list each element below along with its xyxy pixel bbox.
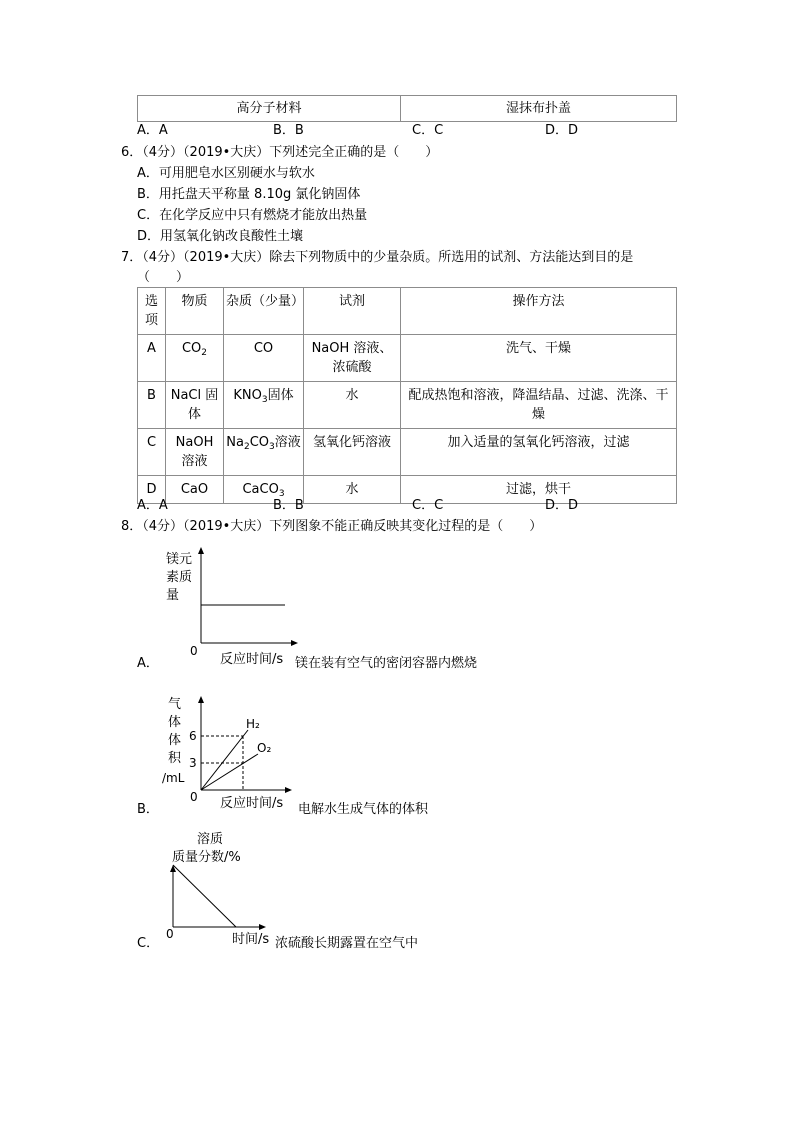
table-row [138,476,677,504]
graph-a-x-arrow [291,640,298,646]
q7-header-substance: 物质 [166,288,224,335]
q5-option-d[interactable]: D．D [545,123,579,138]
q8-option-a-label[interactable]: A． [137,656,159,671]
graph-c-ylabel-1: 溶质 [197,832,224,847]
q7-row-b-impurity: $KNO_3$固体 [224,382,304,429]
q7-row-d-substance: CaO [166,476,224,504]
q7-row-c-substance: NaOH 溶液 [166,429,224,476]
q6-option-b[interactable]: B．用托盘天平称量 8.10g 氯化钠固体 [137,187,361,202]
graph-c-y-arrow [170,865,176,872]
graph-c-series-line [173,865,236,927]
q7-row-a-substance: $CO_2$ [166,335,224,382]
table-row [138,335,677,382]
q7-row-b-reagent: 水 [304,382,401,429]
q5-cell-method: 湿抹布扑盖 [401,96,677,122]
q7-row-b-substance: NaCl 固体 [166,382,224,429]
graph-b-series-h2 [201,730,248,790]
q7-row-b-option: B [138,382,166,429]
graph-a-y-arrow [198,547,204,554]
q7-header-method: 操作方法 [401,288,677,335]
q7-option-a[interactable]: A．A [137,498,168,513]
graph-c-caption: 浓硫酸长期露置在空气中 [275,936,419,951]
q7-header-option: 选项 [138,288,166,335]
q8-stem: 8．（4分）（2019•大庆）下列图象不能正确反映其变化过程的是（ ） [121,519,543,534]
graph-b-tick-6: 6 [189,729,197,743]
graph-b-tick-3: 3 [189,756,197,770]
graph-a-xlabel: 反应时间/s [220,652,284,667]
graph-a-ylabel-2: 素质 [166,570,193,585]
graph-b-ylabel-1: 气 [168,697,182,712]
q7-row-d-method: 过滤，烘干 [401,476,677,504]
graph-b-ylabel-5: /mL [162,771,185,785]
graph-c [160,825,300,950]
q7-option-c[interactable]: C．C [412,498,444,513]
graph-b-series-o2 [201,754,258,790]
q7-row-c-method: 加入适量的氢氧化钙溶液，过滤 [401,429,677,476]
q5-option-b[interactable]: B．B [273,123,304,138]
q6-option-d[interactable]: D．用氢氧化钠改良酸性土壤 [137,229,304,244]
q5-table [137,95,677,122]
graph-b-y-arrow [198,696,204,703]
q8-option-c-label[interactable]: C． [137,936,160,951]
q7-row-c-option: C [138,429,166,476]
graph-b [160,690,300,815]
q7-row-b-method: 配成热饱和溶液，降温结晶、过滤、洗涤、干燥 [401,382,677,429]
q7-row-d-impurity: CaCO$_3$ [224,476,304,504]
graph-b-origin: 0 [190,790,198,804]
graph-c-x-arrow [259,924,266,930]
graph-b-caption: 电解水生成气体的体积 [298,802,429,817]
table-row [138,382,677,429]
q7-option-b[interactable]: B．B [273,498,304,513]
q8-option-b-label[interactable]: B． [137,802,159,817]
q5-option-a[interactable]: A．A [137,123,168,138]
graph-c-ylabel-2: 质量分数/% [172,850,241,865]
table-row [138,429,677,476]
q7-option-d[interactable]: D．D [545,498,579,513]
graph-a-ylabel-3: 量 [166,588,180,603]
q5-option-c[interactable]: C．C [412,123,444,138]
q7-header-reagent: 试剂 [304,288,401,335]
graph-b-ylabel-2: 体 [168,715,182,730]
graph-c-origin: 0 [166,927,174,941]
q7-row-a-reagent: NaOH 溶液、浓硫酸 [304,335,401,382]
q7-row-a-method: 洗气、干燥 [401,335,677,382]
q6-stem: 6．（4分）（2019•大庆）下列述完全正确的是（ ） [121,145,439,160]
q7-row-d-option: D [138,476,166,504]
graph-b-series-o2-label: O₂ [257,741,272,755]
q6-option-a[interactable]: A．可用肥皂水区别硬水与软水 [137,166,315,181]
q7-table [137,287,677,504]
q7-row-d-reagent: 水 [304,476,401,504]
graph-b-x-arrow [285,787,292,793]
graph-a-caption: 镁在装有空气的密闭容器内燃烧 [295,656,478,671]
graph-b-ylabel-4: 积 [168,751,182,766]
q7-row-a-option: A [138,335,166,382]
q7-row-a-impurity: CO [224,335,304,382]
q7-row-c-reagent: 氢氧化钙溶液 [304,429,401,476]
q7-stem-blank: （ ） [137,270,190,285]
graph-a [160,545,300,670]
q7-row-c-impurity: $Na_2CO_3$溶液 [224,429,304,476]
graph-b-series-h2-label: H₂ [246,717,260,731]
q7-header-row [138,288,677,335]
q7-header-impurity: 杂质（少量） [224,288,304,335]
q7-stem: 7．（4分）（2019•大庆）除去下列物质中的少量杂质。所选用的试剂、方法能达到目的是 [121,250,634,265]
graph-b-xlabel: 反应时间/s [220,796,284,811]
q5-cell-material: 高分子材料 [138,96,401,122]
graph-c-xlabel: 时间/s [232,932,270,947]
graph-b-ylabel-3: 体 [168,733,182,748]
graph-a-origin: 0 [190,644,198,658]
q6-option-c[interactable]: C．在化学反应中只有燃烧才能放出热量 [137,208,368,223]
graph-a-ylabel-1: 镁元 [166,552,193,567]
